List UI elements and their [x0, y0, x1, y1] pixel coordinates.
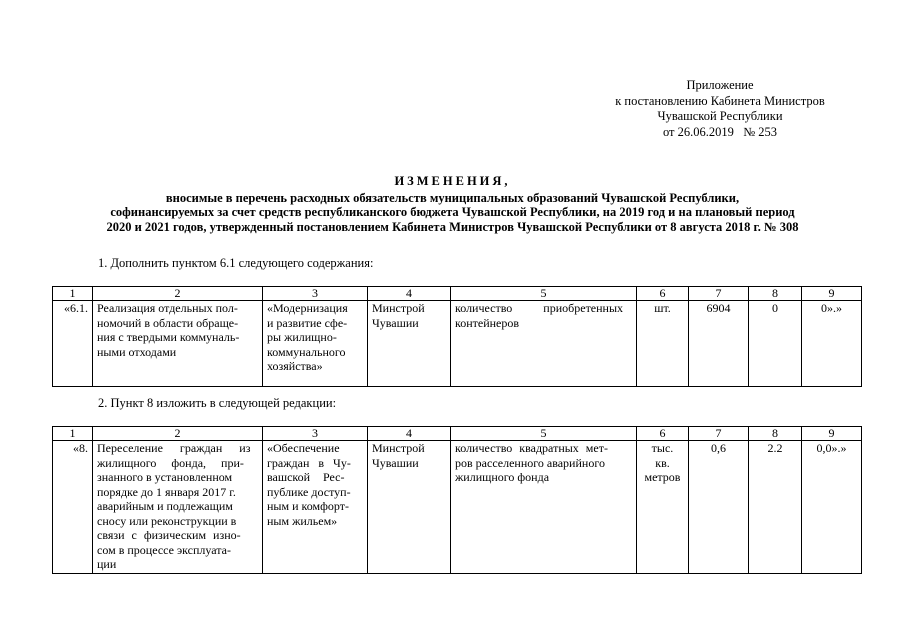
value-2020-cell: 0: [749, 301, 802, 387]
unit-cell: шт.: [637, 301, 689, 387]
title-line-2: софинансируемых за счет средств республиканского бюджета Чувашской Республики, на 2019 год и на плановый период: [110, 205, 795, 219]
cell-line: ры жилищно-: [267, 330, 337, 344]
appendix-block: [560, 78, 880, 140]
appendix-line-1: Приложение: [686, 78, 754, 92]
expense-name-cell: [93, 301, 263, 387]
column-header: 6: [637, 427, 689, 441]
title-line-3: 2020 и 2021 годов, утвержденный постановлением Кабинета Министров Чувашской Республики от 8 августа 2018 г. № 308: [106, 219, 799, 234]
cell-line: количество приобретенных: [455, 301, 624, 315]
indicator-cell: [451, 441, 637, 574]
cell-line: знанного в установленном: [97, 470, 233, 484]
cell-line: «Обеспечение: [267, 441, 340, 455]
authority-cell: [368, 301, 451, 387]
cell-line: Реализация отдельных пол-: [97, 301, 238, 315]
table-2-header-row: [53, 427, 862, 441]
cell-line: ными отходами: [97, 344, 177, 359]
column-header: 7: [689, 287, 749, 301]
cell-line: метров: [644, 470, 681, 484]
cell-line: сносу или реконструкции в: [97, 513, 237, 528]
cell-line: коммунального: [267, 344, 346, 359]
table-row: [53, 441, 862, 574]
program-cell: [263, 301, 368, 387]
cell-line: и развитие сфе-: [267, 315, 348, 330]
cell-line: жилищного фонда, при-: [97, 455, 244, 470]
paragraph-1: 1. Дополнить пунктом 6.1 следующего содержания:: [98, 256, 374, 270]
cell-line: номочий в области обраще-: [97, 315, 239, 330]
column-header: 1: [53, 427, 93, 441]
paragraph-2: 2. Пункт 8 изложить в следующей редакции:: [98, 396, 337, 410]
table-row: [53, 301, 862, 387]
value-2021-cell: 0».»: [802, 301, 862, 387]
indicator-cell: [451, 301, 637, 387]
expense-name-cell: [93, 441, 263, 574]
value-2019-cell: 6904: [689, 301, 749, 387]
program-cell: [263, 441, 368, 574]
cell-line: жилищного фонда: [455, 470, 550, 484]
column-header: 9: [802, 287, 862, 301]
cell-line: хозяйства»: [267, 359, 323, 373]
column-header: 2: [93, 427, 263, 441]
value-2021-cell: 0,0».»: [802, 441, 862, 574]
table-1-header-row: [53, 287, 862, 301]
cell-line: Чувашии: [372, 315, 419, 330]
value-2019-cell: 0,6: [689, 441, 749, 574]
column-header: 3: [263, 427, 368, 441]
cell-line: сом в процессе эксплуата-: [97, 542, 231, 557]
cell-line: Минстрой: [372, 301, 425, 315]
cell-line: вашской Рес-: [267, 470, 345, 484]
cell-line: контейнеров: [455, 315, 520, 330]
document-title: [40, 174, 865, 234]
column-header: 7: [689, 427, 749, 441]
appendix-line-4: от 26.06.2019 № 253: [662, 124, 778, 139]
column-header: 8: [749, 287, 802, 301]
cell-line: Переселение граждан из: [97, 441, 251, 455]
column-header: 5: [451, 427, 637, 441]
title-heading: ИЗМЕНЕНИЯ,: [394, 174, 511, 188]
cell-line: «Модернизация: [267, 301, 348, 315]
row-number-cell: «6.1.: [53, 301, 93, 387]
cell-line: связи с физическим изно-: [97, 528, 241, 542]
value-2020-cell: 2.2: [749, 441, 802, 574]
cell-line: тыс.: [651, 441, 674, 455]
cell-line: аварийным и подлежащим: [97, 499, 233, 513]
column-header: 2: [93, 287, 263, 301]
cell-line: публике доступ-: [267, 484, 351, 499]
column-header: 1: [53, 287, 93, 301]
unit-cell: [637, 441, 689, 574]
cell-line: граждан в Чу-: [267, 455, 351, 470]
title-line-1: вносимые в перечень расходных обязательств муниципальных образований Чувашской Республики,: [165, 190, 740, 205]
appendix-line-3: Чувашской Республики: [657, 109, 783, 123]
cell-line: ния с твердыми коммуналь-: [97, 330, 240, 344]
column-header: 6: [637, 287, 689, 301]
cell-line: количество квадратных мет-: [455, 441, 608, 455]
cell-line: Минстрой: [372, 441, 425, 455]
cell-line: кв.: [655, 455, 670, 470]
table-1: [52, 286, 862, 387]
cell-line: ным жильем»: [267, 513, 338, 528]
cell-line: ров расселенного аварийного: [455, 455, 605, 470]
column-header: 5: [451, 287, 637, 301]
appendix-line-2: к постановлению Кабинета Министров: [615, 93, 825, 108]
cell-line: ции: [97, 557, 117, 571]
column-header: 3: [263, 287, 368, 301]
cell-line: порядке до 1 января 2017 г.: [97, 484, 236, 499]
column-header: 9: [802, 427, 862, 441]
column-header: 8: [749, 427, 802, 441]
column-header: 4: [368, 427, 451, 441]
cell-line: Чувашии: [372, 455, 419, 470]
table-2: [52, 426, 862, 574]
authority-cell: [368, 441, 451, 574]
row-number-cell: «8.: [53, 441, 93, 574]
cell-line: ным и комфорт-: [267, 499, 349, 513]
column-header: 4: [368, 287, 451, 301]
